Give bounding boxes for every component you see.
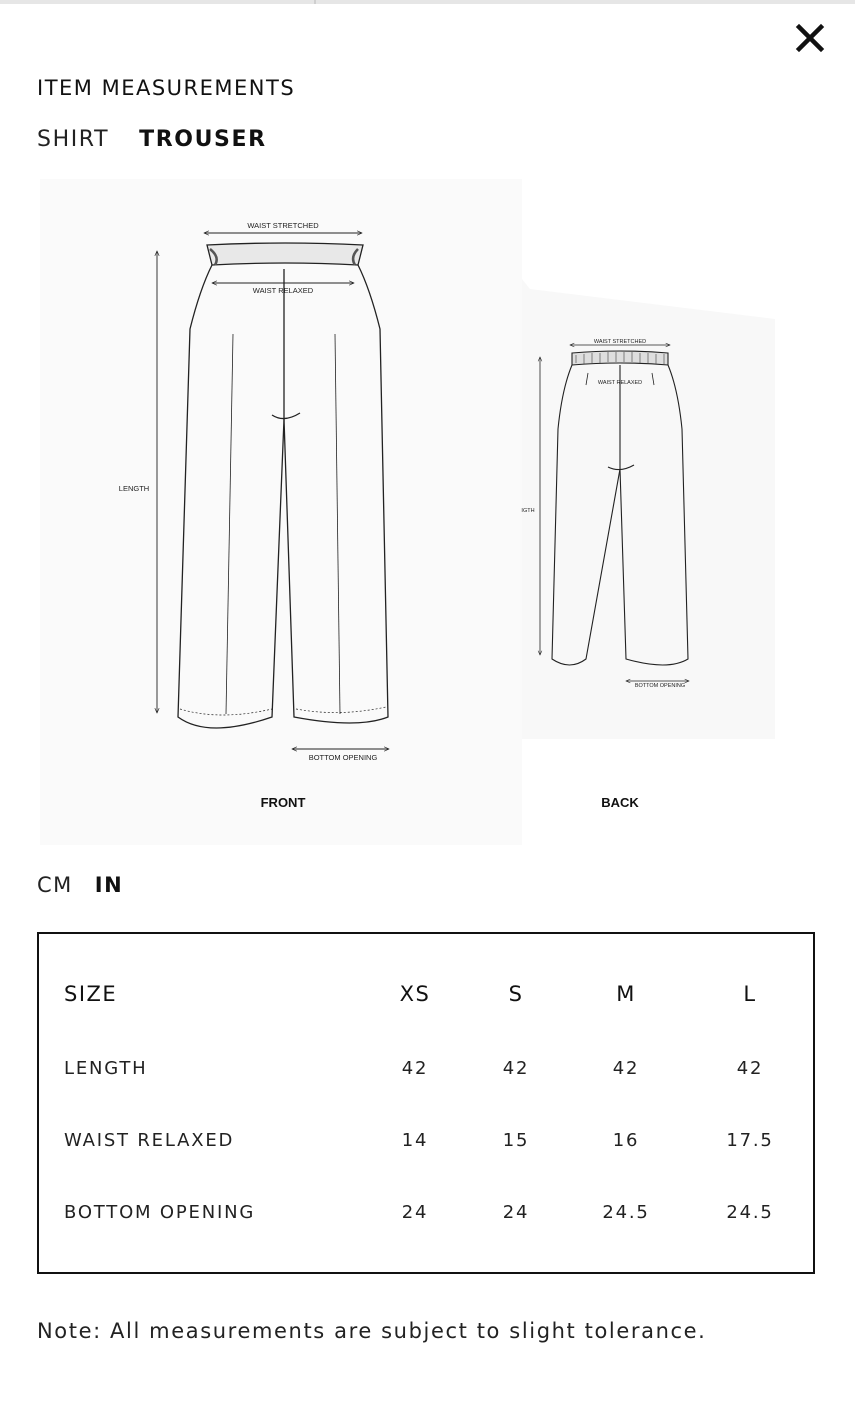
front-waist-stretched-label: WAIST STRETCHED bbox=[247, 221, 319, 230]
table-cell: 42 bbox=[401, 1058, 429, 1079]
front-caption: FRONT bbox=[260, 795, 306, 810]
tolerance-note: Note: All measurements are subject to slight tolerance. bbox=[37, 1319, 707, 1343]
front-bottom-opening-label: BOTTOM OPENING bbox=[308, 753, 378, 762]
close-button[interactable] bbox=[792, 20, 828, 56]
table-cell: 15 bbox=[502, 1130, 530, 1151]
back-length-label: IGTH bbox=[521, 508, 535, 514]
back-waist-stretched-label: WAIST STRETCHED bbox=[593, 339, 647, 345]
back-waist-relaxed-label: WAIST RELAXED bbox=[597, 380, 643, 386]
table-header-s: S bbox=[508, 982, 524, 1006]
table-header-l: L bbox=[743, 982, 757, 1006]
tab-trouser[interactable]: TROUSER bbox=[139, 127, 267, 152]
close-icon bbox=[792, 20, 828, 56]
table-header-m: M bbox=[616, 982, 636, 1006]
row-label-length: LENGTH bbox=[64, 1058, 148, 1079]
modal-title: ITEM MEASUREMENTS bbox=[37, 76, 296, 100]
row-label-waist-relaxed: WAIST RELAXED bbox=[64, 1130, 235, 1151]
table-header-size: SIZE bbox=[64, 982, 118, 1006]
row-label-bottom-opening: BOTTOM OPENING bbox=[64, 1202, 256, 1223]
table-cell: 14 bbox=[401, 1130, 429, 1151]
table-cell: 17.5 bbox=[726, 1130, 774, 1151]
size-table bbox=[37, 932, 815, 1274]
back-caption: BACK bbox=[601, 795, 639, 810]
trouser-diagram bbox=[40, 179, 775, 845]
tab-shirt[interactable]: SHIRT bbox=[37, 127, 110, 152]
unit-option-in[interactable]: IN bbox=[94, 873, 124, 897]
table-cell: 42 bbox=[502, 1058, 530, 1079]
garment-tabs bbox=[37, 127, 267, 152]
browser-top-edge bbox=[0, 0, 855, 4]
table-cell: 42 bbox=[612, 1058, 640, 1079]
table-cell: 24 bbox=[502, 1202, 530, 1223]
back-bottom-opening-label: BOTTOM OPENING bbox=[634, 683, 686, 689]
table-cell: 24.5 bbox=[726, 1202, 774, 1223]
table-header-xs: XS bbox=[399, 982, 431, 1006]
table-cell: 16 bbox=[612, 1130, 640, 1151]
table-cell: 24.5 bbox=[602, 1202, 650, 1223]
table-cell: 42 bbox=[736, 1058, 764, 1079]
unit-toggle bbox=[37, 873, 123, 897]
unit-option-cm[interactable]: CM bbox=[37, 873, 73, 897]
table-cell: 24 bbox=[401, 1202, 429, 1223]
front-waist-relaxed-label: WAIST RELAXED bbox=[252, 286, 314, 295]
front-length-label: LENGTH bbox=[118, 484, 150, 493]
